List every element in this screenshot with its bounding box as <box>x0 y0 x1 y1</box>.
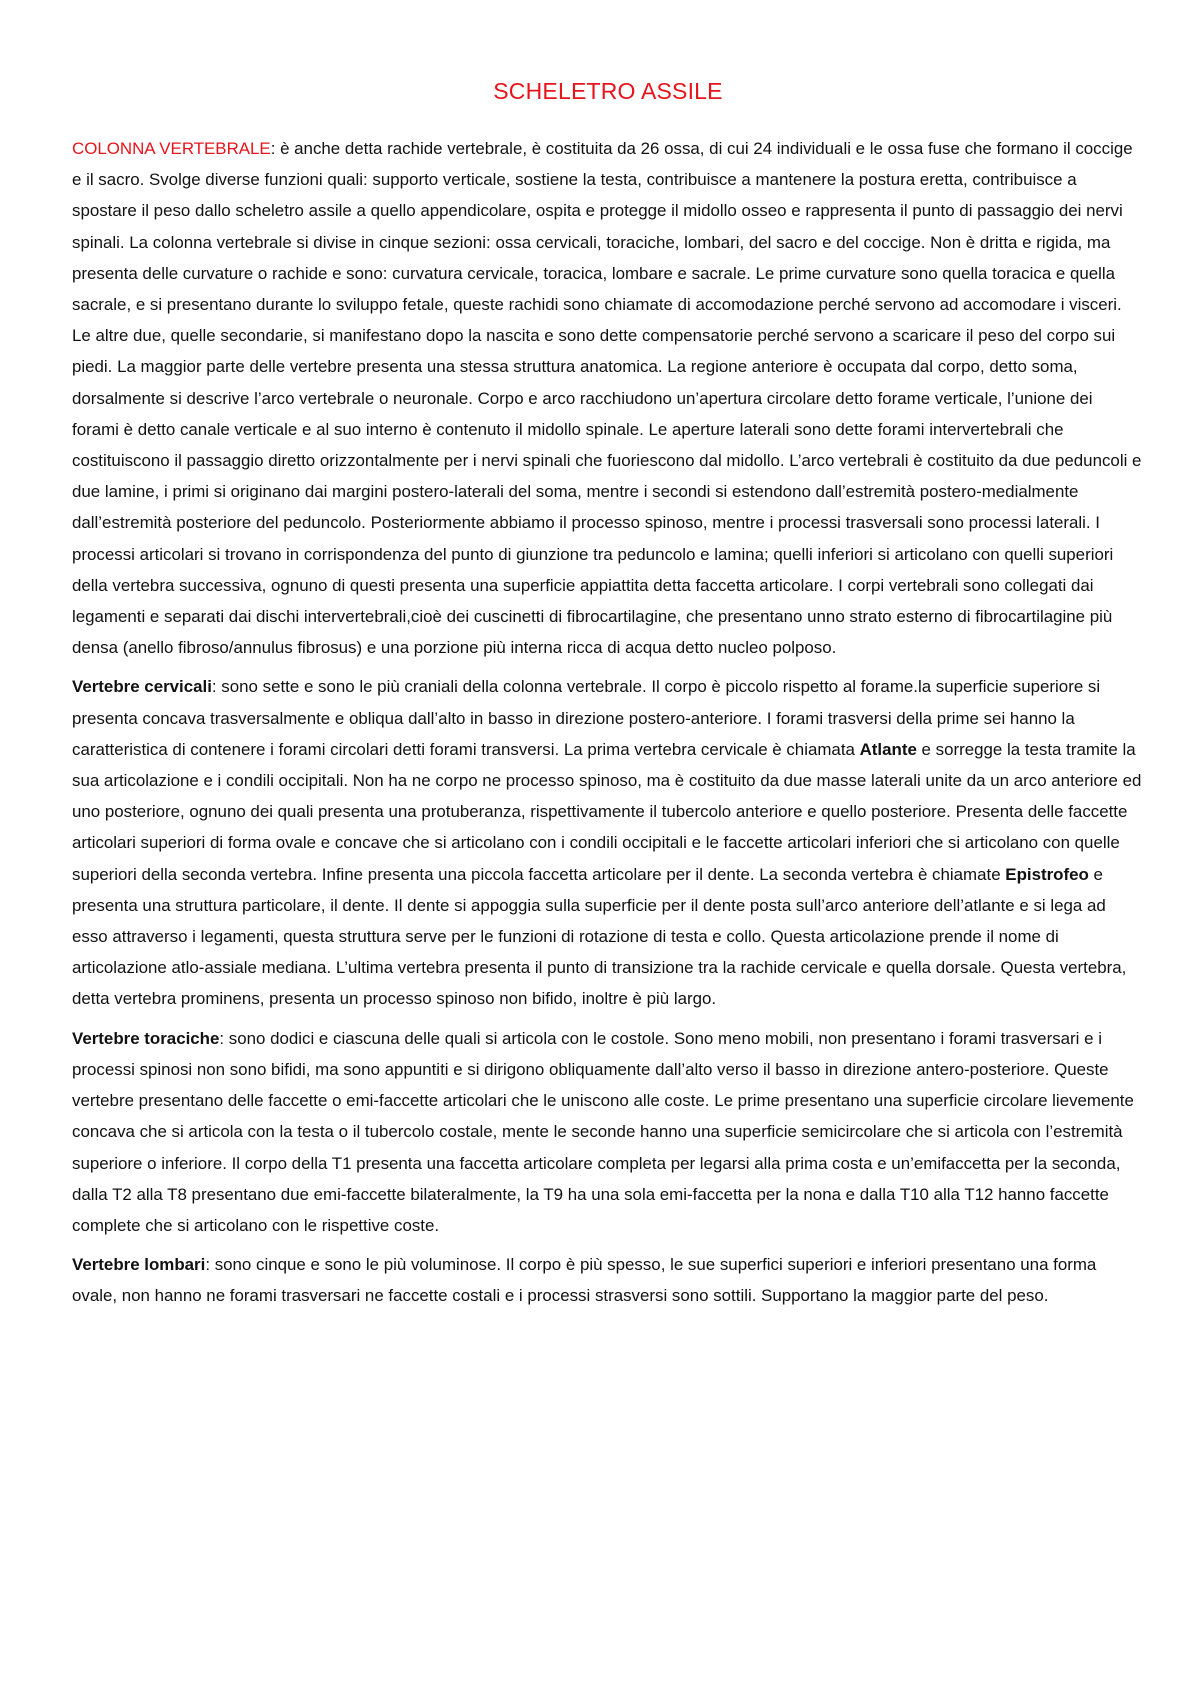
paragraph-text: e sorregge la testa tramite la sua articolazione e i condili occipitali. Non ha ne corpo ne processo spinoso, ma è costituito da due masse laterali unite da un arco anteriore ed uno posteriore, ognuno dei quali presenta una protuberanza, rispettivamente il tubercolo anteriore e quello posteriore. Presenta delle faccette articolari superiori di forma ovale e concave che si articolano con i condili occipitali e le faccette articolari inferiori che si articolano con quelle superiori della seconda vertebra. Infine presenta una piccola faccetta articolare per il dente. La seconda vertebra è chiamate <box>72 739 1142 884</box>
section-heading-vertebre-lombari: Vertebre lombari <box>72 1255 206 1275</box>
page-title: SCHELETRO ASSILE <box>493 78 723 104</box>
section-heading-vertebre-cervicali: Vertebre cervicali <box>72 677 212 697</box>
term-epistrofeo: Epistrofeo <box>1005 864 1089 884</box>
paragraph-colonna-vertebrale <box>72 133 1144 663</box>
paragraph-text: e presenta una struttura particolare, il dente. Il dente si appoggia sulla superficie per il dente posta sull’arco anteriore dell’atlante e si lega ad esso attraverso i legamenti, questa struttura serve per le funzioni di rotazione di testa e collo. Questa articolazione prende il nome di articolazione atlo-assiale mediana. L’ultima vertebra presenta il punto di transizione tra la rachide cervicale e quella dorsale. Questa vertebra, detta vertebra prominens, presenta un processo spinoso non bifido, inoltre è più largo. <box>72 864 1127 1009</box>
term-atlante: Atlante <box>859 739 917 759</box>
paragraph-text: : è anche detta rachide vertebrale, è costituita da 26 ossa, di cui 24 individuali e le ossa fuse che formano il coccige e il sacro. Svolge diverse funzioni quali: supporto verticale, sostiene la testa, contribuisce a mantenere la postura eretta, contribuisce a spostare il peso dallo scheletro assile a quello appendicolare, ospita e protegge il midollo osseo e rappresenta il punto di passaggio dei nervi spinali. La colonna vertebrale si divise in cinque sezioni: ossa cervicali, toraciche, lombari, del sacro e del coccige. Non è dritta e rigida, ma presenta delle curvature o rachide e sono: curvatura cervicale, toracica, lombare e sacrale. Le prime curvature sono quella toracica e quella sacrale, e si presentano durante lo sviluppo fetale, queste rachidi sono chiamate di accomodazione perché servono ad accomodare i visceri. Le altre due, quelle secondarie, si manifestano dopo la nascita e sono dette compensatorie perché servono a scaricare il peso del corpo sui piedi. La maggior parte delle vertebre presenta una stessa struttura anatomica. La regione anteriore è occupata dal corpo, detto soma, dorsalmente si descrive l’arco vertebrale o neuronale. Corpo e arco racchiudono un’apertura circolare detto forame verticale, l’unione dei forami è detto canale verticale e al suo interno è contenuto il midollo spinale. Le aperture laterali sono dette forami intervertebrali che costituiscono il passaggio diretto orizzontalmente per i nervi spinali che fuoriescono dal midollo. L’arco vertebrali è costituito da due peduncoli e due lamine, i primi si originano dai margini postero-laterali del soma, mentre i secondi si estendono dall’estremità postero-medialmente dall’estremità posteriore del peduncolo. Posteriormente abbiamo il processo spinoso, mentre i processi trasversali sono processi laterali. I processi articolari si trovano in corrispondenza del punto di giunzione tra peduncolo e lamina; quelli inferiori si articolano con quelli superiori della vertebra successiva, ognuno di questi presenta una superficie appiattita detta faccetta articolare. I corpi vertebrali sono collegati dai legamenti e separati dai dischi intervertebrali,cioè dei cuscinetti di fibrocartilagine, che presentano unno strato esterno di fibrocartilagine più densa (anello fibroso/annulus fibrosus) e una porzione più interna ricca di acqua detto nucleo polposo. <box>72 139 1142 658</box>
paragraph-vertebre-lombari <box>72 1249 1144 1311</box>
paragraph-text: : sono cinque e sono le più voluminose. Il corpo è più spesso, le sue superfici superiori e inferiori presentano una forma ovale, non hanno ne forami trasversari ne faccette costali e i processi strasversi sono sottili. Supportano la maggior parte del peso. <box>72 1255 1097 1306</box>
paragraph-text: : sono dodici e ciascuna delle quali si articola con le costole. Sono meno mobili, non presentano i forami trasversari e i processi spinosi non sono bifidi, ma sono appuntiti e si dirigono obliquamente dall’alto verso il basso in direzione antero-posteriore. Queste vertebre presentano delle faccette o emi-faccette articolari che le uniscono alle coste. Le prime presentano una superficie circolare lievemente concava che si articola con la testa o il tubercolo costale, mente le seconde hanno una superficie semicircolare che si articola con l’estremità superiore o inferiore. Il corpo della T1 presenta una faccetta articolare completa per legarsi alla prima costa e un’emifaccetta per la seconda, dalla T2 alla T8 presentano due emi-faccette bilateralmente, la T9 ha una sola emi-faccetta per la nona e dalla T10 alla T12 hanno faccette complete che si articolano con le rispettive coste. <box>72 1028 1134 1235</box>
section-heading-vertebre-toraciche: Vertebre toraciche <box>72 1028 220 1048</box>
paragraph-text: : sono sette e sono le più craniali della colonna vertebrale. Il corpo è piccolo rispetto al forame.la superficie superiore si presenta concava trasversalmente e obliqua dall’alto in basso in direzione postero-anteriore. I forami trasversi della prime sei hanno la caratteristica di contenere i forami circolari detti forami transversi. La prima vertebra cervicale è chiamata <box>72 677 1101 759</box>
section-heading-colonna-vertebrale: COLONNA VERTEBRALE <box>72 139 271 158</box>
paragraph-vertebre-cervicali <box>72 671 1144 1014</box>
paragraph-vertebre-toraciche <box>72 1023 1144 1241</box>
